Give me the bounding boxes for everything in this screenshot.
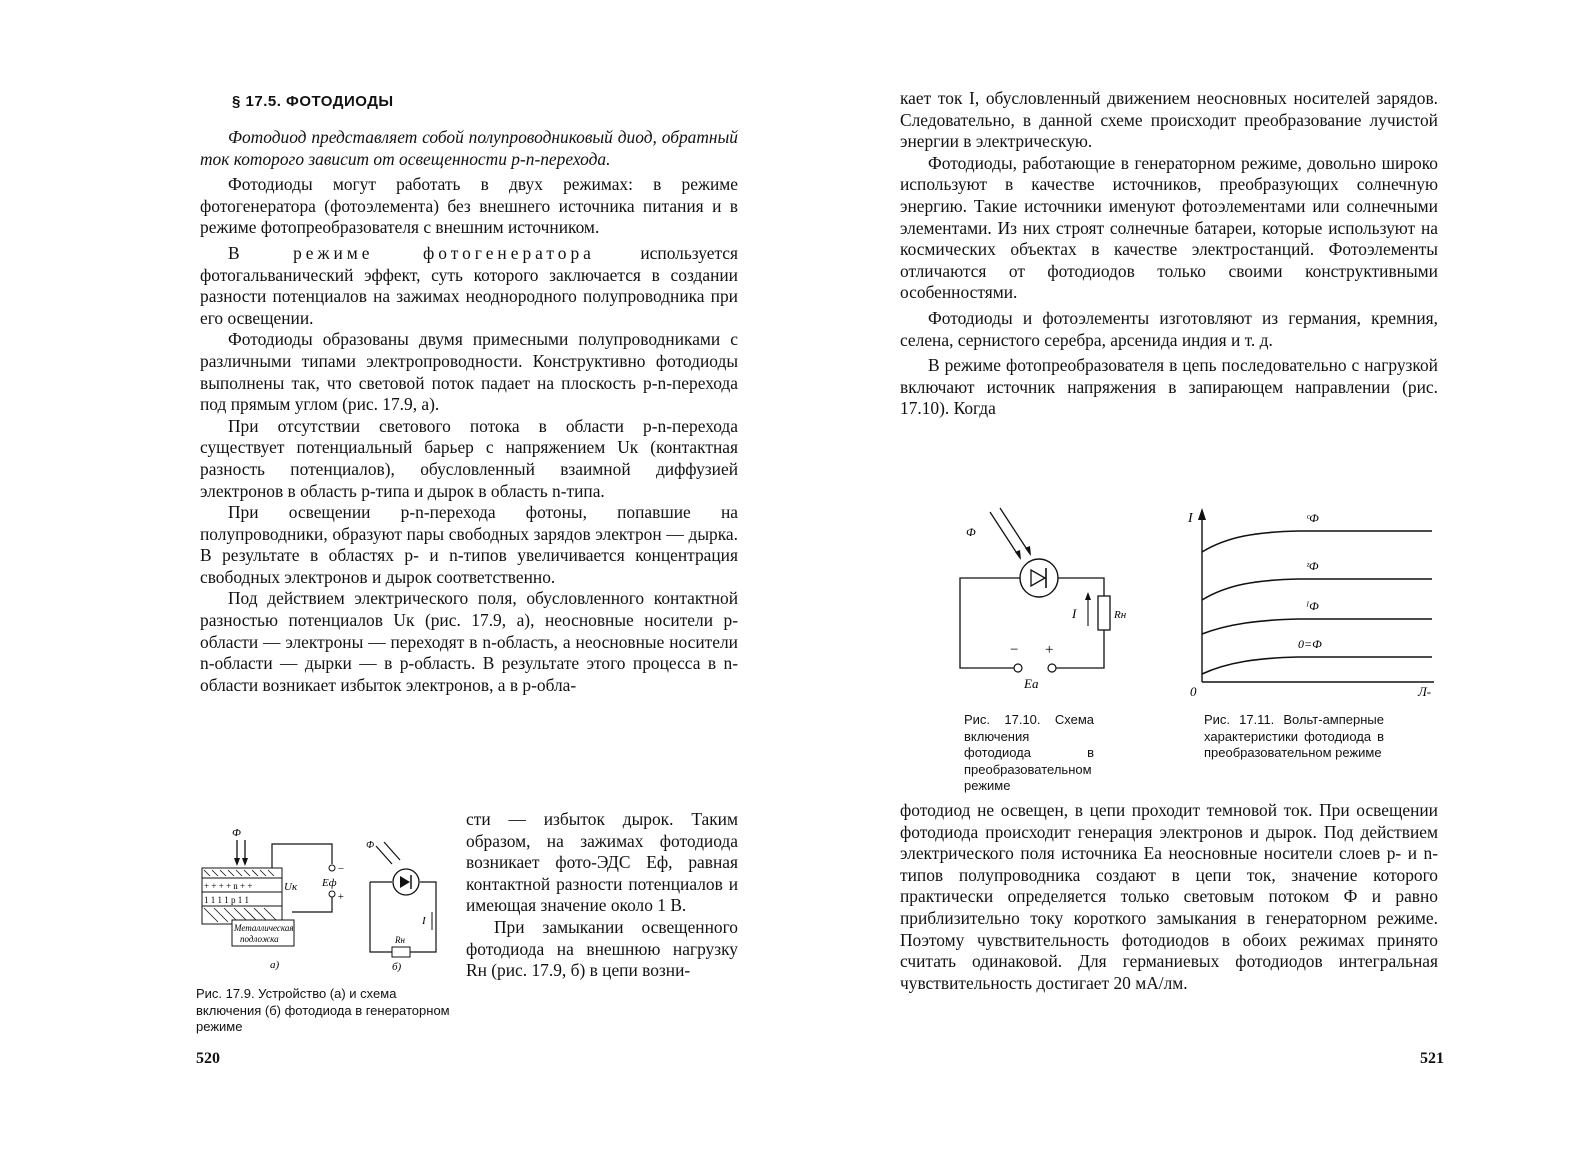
figure-17-9 — [192, 812, 464, 978]
n-layer-label: + + + + n + + — [204, 881, 253, 891]
light-arrow — [1000, 508, 1030, 554]
y-axis-arrow — [1198, 508, 1206, 520]
phi-label: Ф — [366, 840, 375, 851]
left-column-top — [200, 127, 738, 696]
subfigure-label-b: б) — [392, 961, 402, 973]
terminal-minus — [1014, 664, 1022, 672]
iv-curve — [1202, 531, 1432, 552]
arrow-head — [242, 858, 248, 866]
rn-label: Rн — [395, 935, 405, 945]
paragraph: Под действием электрического поля, обусловленного контактной разностью потенциалов Uк (рис. 17.9, а), неосновные носители p-области — электроны — переходят в n-область, а неосновные носители n-области — дырки — в p-область. В результате этого процесса в n-области возникает избыток электронов, а в p-обла- — [200, 588, 738, 695]
wire — [272, 844, 332, 868]
arrow-head — [234, 858, 240, 866]
paragraph: В режиме фотопреобразователя в цепь последовательно с нагрузкой включают источник напряжения в запирающем направлении (рис. 17.10). Когда — [900, 355, 1438, 419]
terminal-plus — [1048, 664, 1056, 672]
x-axis-label: Л- — [1418, 684, 1432, 696]
load-resistor — [392, 947, 410, 957]
paragraph — [200, 243, 738, 329]
iv-curve — [1202, 657, 1432, 674]
page-number: 521 — [1420, 1050, 1444, 1067]
paragraph-rest: используется фотогальванический эффект, суть которого заключается в создании разности потенциалов на зажимах неоднородного полупроводника при его освещении. — [200, 242, 738, 328]
subfigure-label-a: а) — [270, 959, 280, 971]
paragraph: При освещении p-n-перехода фотоны, попавшие на полупроводники, образуют пары свободных зарядов электрон — дырка. В результате в областях p- и n-типов увеличивается концентрация свободных электронов и дырок соответственно. — [200, 502, 738, 587]
figure-17-10-caption: Рис. 17.10. Схема включения фотодиода в преобразовательном режиме — [964, 712, 1094, 793]
circuit-wire — [1058, 578, 1104, 596]
origin-label: 0 — [1190, 684, 1197, 696]
figure-17-11-caption: Рис. 17.11. Вольт-амперные характеристики фотодиода в преобразовательном режиме — [1204, 712, 1384, 760]
terminal — [329, 891, 335, 897]
device-diagram-a — [202, 827, 344, 971]
y-axis-label: I — [1188, 511, 1193, 526]
paragraph-continuation: фотодиод не освещен, в цепи проходит темновой ток. При освещении фотодиода происходит генерация электронов и дырок. Под действием электрического поля источника Eа неосновные носители слоев p- и n-типов полупроводника создают в цепи ток, значение которого практически определяется только световым потоком Ф и равно приблизительно току короткого замыкания в генераторном режиме. Поэтому чувствительность фотодиодов в обоих режимах принято считать одинаковой. Для германиевых фотодиодов интегральная чувствительность достигает 20 мА/лм. — [900, 800, 1438, 993]
paragraph: Фотодиоды образованы двумя примесными полупроводниками с различными типами электропроводности. Конструктивно фотодиоды выполнены так, что световой поток падает на плоскость p-n-перехода под прямым углом (рис. 17.9, а). — [200, 329, 738, 415]
current-label: I — [422, 915, 426, 927]
circuit-diagram-b — [366, 840, 436, 973]
terminal — [329, 865, 335, 871]
right-column-top — [900, 88, 1438, 420]
figure-caption: Рис. 17.9. Устройство (а) и схема включения (б) фотодиода в генераторном режиме — [196, 986, 450, 1034]
figure-17-11 — [1188, 506, 1448, 696]
curve-label: ᶜФ — [1306, 511, 1319, 525]
minus-label: − — [1010, 642, 1019, 658]
arrow-head — [1085, 592, 1091, 600]
spaced-text: В режиме фотогенератора — [228, 242, 595, 263]
minus-label: − — [337, 863, 345, 875]
curve-label: ᶻФ — [1306, 559, 1319, 573]
iv-curve — [1202, 619, 1432, 634]
substrate-label: Металлическая — [234, 923, 294, 933]
plus-label: + — [1045, 642, 1054, 658]
load-resistor — [1098, 596, 1110, 630]
phi-label: Ф — [232, 827, 241, 839]
paragraph: При отсутствии светового потока в области p-n-перехода существует потенциальный барьер с напряжением Uк (контактная разность потенциалов), обусловленный взаимной диффузией электронов в область p-типа и дырок в область n-типа. — [200, 415, 738, 501]
ea-label: Eа — [1024, 676, 1039, 691]
page-number: 520 — [196, 1050, 220, 1067]
right-column-bottom — [900, 800, 1438, 994]
figure-17-10 — [952, 506, 1132, 706]
wire — [292, 897, 332, 912]
p-layer-label: 1 1 1 1 p 1 1 — [204, 895, 249, 905]
paragraph: Фотодиоды, работающие в генераторном режиме, довольно широко используют в качестве источников, преобразующих солнечную энергию. Такие источники именуют фотоэлементами или солнечными элементами. Из них строят солнечные батареи, которые используют на космических объектах в качестве электростанций. Фотоэлементы отличаются от фотодиодов только своими конструктивными особенностями. — [900, 152, 1438, 303]
substrate-label: подложка — [240, 934, 279, 944]
paragraph: Фотодиоды и фотоэлементы изготовляют из германия, кремния, селена, сернистого серебра, арсенида индия и т. д. — [900, 307, 1438, 350]
uk-label: Uк — [284, 881, 298, 893]
ef-label: Eф — [322, 877, 337, 889]
section-heading: § 17.5. ФОТОДИОДЫ — [232, 93, 394, 110]
paragraph: При замыкании освещенного фотодиода на внешнюю нагрузку Rн (рис. 17.9, б) в цепи возни- — [466, 916, 738, 981]
paragraph-continuation: кает ток I, обусловленный движением неосновных носителей зарядов. Следовательно, в данной схеме происходит преобразование лучистой энергии в электрическую. — [900, 88, 1438, 152]
top-contact — [202, 868, 282, 878]
curve-label: 0=Ф — [1298, 637, 1322, 651]
right-page — [792, 0, 1584, 1153]
light-arrow — [990, 512, 1020, 558]
curve-label: ᴵФ — [1306, 599, 1319, 613]
phi-label: Ф — [966, 525, 976, 539]
current-label: I — [1072, 606, 1077, 621]
circuit-wire — [1056, 630, 1104, 668]
rn-label: Rн — [1114, 609, 1127, 621]
left-column-wrap — [466, 809, 738, 982]
paragraph: Фотодиоды могут работать в двух режимах: в режиме фотогенератора (фотоэлемента) без внешнего источника питания и в режиме фотопреобразователя с внешним источником. — [200, 174, 738, 238]
plus-label: + — [337, 891, 345, 903]
iv-curve — [1202, 579, 1432, 600]
lead-paragraph: Фотодиод представляет собой полупроводниковый диод, обратный ток которого зависит от освещенности p-n-перехода. — [200, 127, 738, 169]
paragraph-continuation: сти — избыток дырок. Таким образом, на зажимах фотодиода возникает фото-ЭДС Eф, равная контактной разности потенциалов и имеющая значение около 1 В. — [466, 809, 738, 916]
